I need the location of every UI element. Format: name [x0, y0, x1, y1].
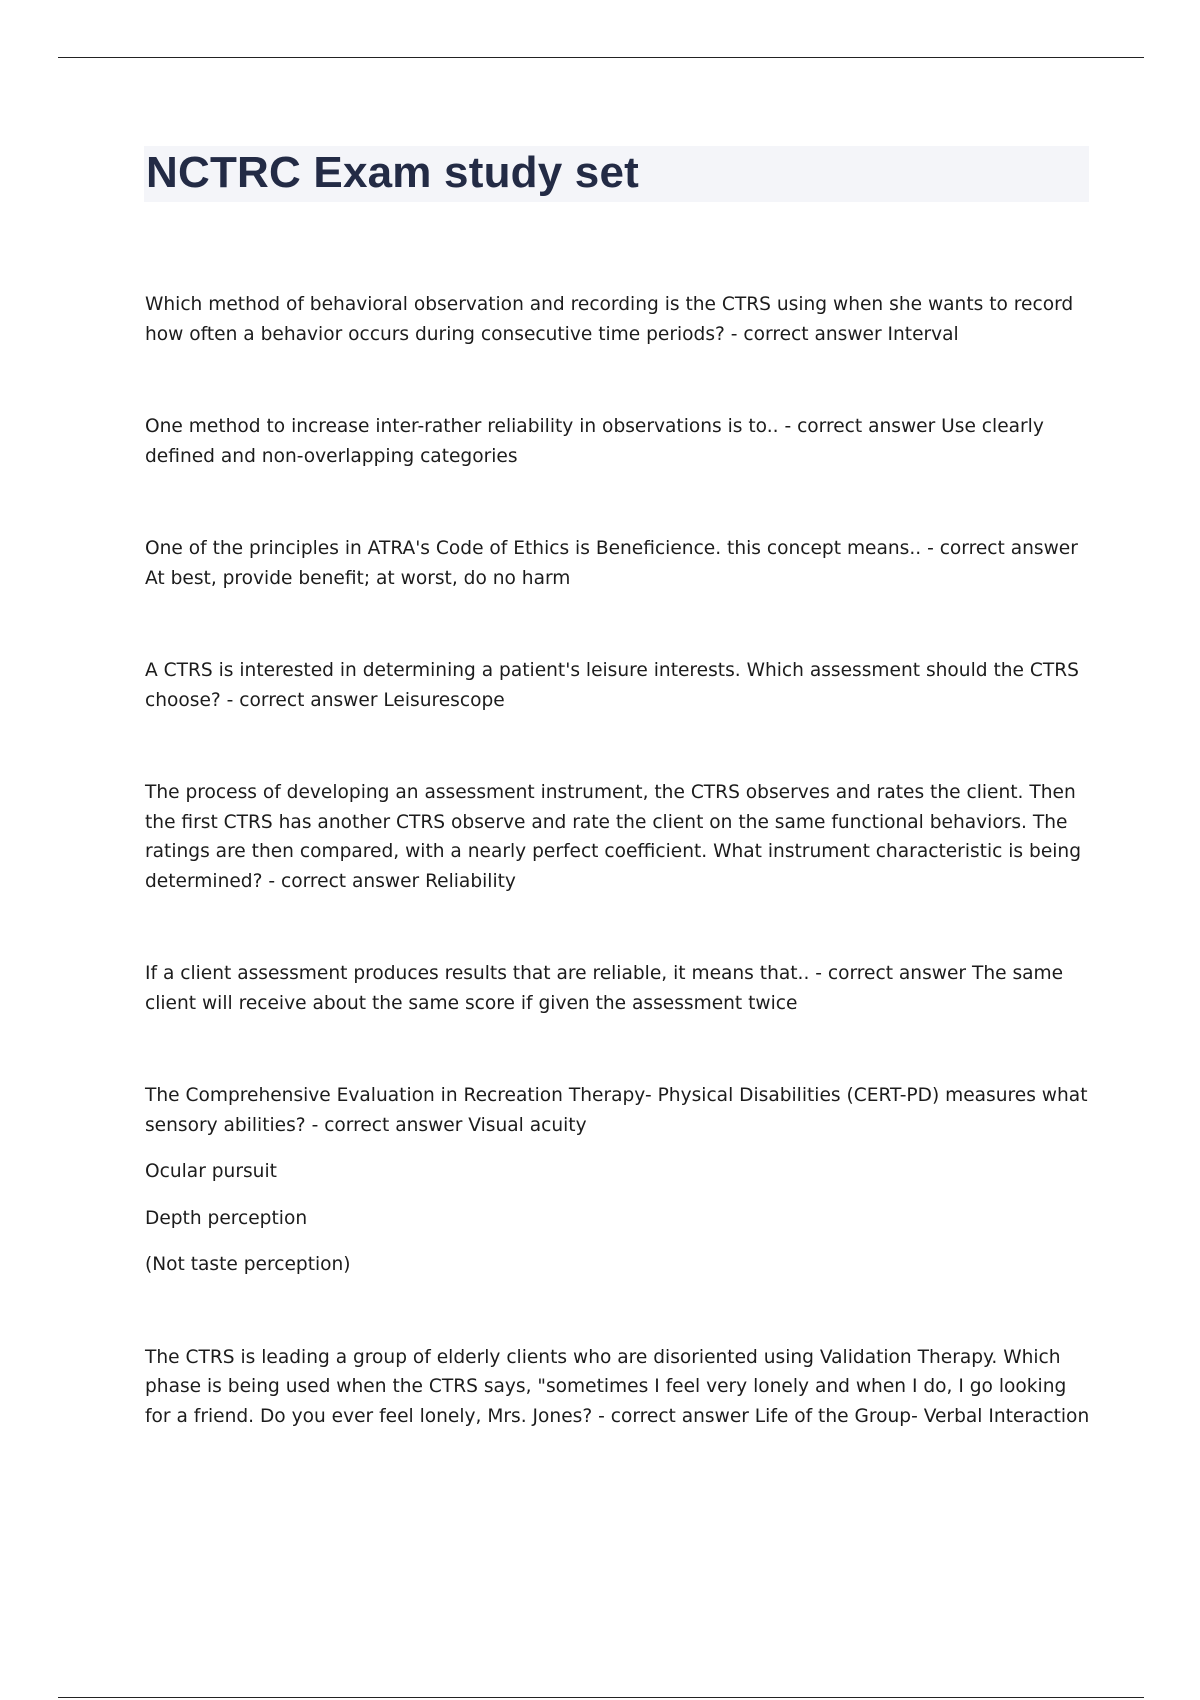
question-text: Which method of behavioral observation and recording is the CTRS using when she wants to record how often a behavior occurs during consecutive time periods? - correct answer Interval — [145, 294, 1074, 345]
question-text: One of the principles in ATRA's Code of Ethics is Beneficience. this concept means.. - correct answer At best, provide benefit; at worst, do no harm — [145, 538, 1078, 589]
bottom-rule — [58, 1697, 1144, 1698]
question-item — [145, 412, 1090, 471]
page-title: NCTRC Exam study set — [146, 148, 640, 197]
answer-continuation: (Not taste perception) — [145, 1254, 351, 1275]
answer-continuation: Ocular pursuit — [145, 1161, 277, 1182]
question-text: The CTRS is leading a group of elderly clients who are disoriented using Validation Therapy. Which phase is being used when the CTRS says, "sometimes I feel very lonely and when I do, I go looking for a friend. Do you ever feel lonely, Mrs. Jones? - correct answer Life of the Group- Verbal Interaction — [145, 1346, 1090, 1427]
question-item — [145, 1081, 1090, 1280]
question-text: A CTRS is interested in determining a patient's leisure interests. Which assessment should the CTRS choose? - correct answer Leisurescope — [145, 660, 1079, 711]
answer-continuation: Depth perception — [145, 1207, 308, 1229]
question-list — [145, 290, 1090, 1494]
question-text: The Comprehensive Evaluation in Recreation Therapy- Physical Disabilities (CERT-PD) measures what sensory abilities? - correct answer Visual acuity — [145, 1085, 1088, 1136]
question-text: One method to increase inter-rather reliability in observations is to.. - correct answer Use clearly defined and non-overlapping categories — [145, 416, 1044, 467]
question-item — [145, 1343, 1090, 1432]
top-rule — [58, 57, 1144, 58]
question-text: The process of developing an assessment instrument, the CTRS observes and rates the client. Then the first CTRS has another CTRS observe and rate the client on the same functional behaviors. The ratings are then compared, with a nearly perfect coefficient. What instrument characteristic is being determined? - correct answer Reliability — [145, 782, 1082, 892]
question-item — [145, 290, 1090, 349]
question-text: If a client assessment produces results that are reliable, it means that.. - correct answer The same client will receive about the same score if given the assessment twice — [145, 963, 1064, 1014]
question-item — [145, 778, 1090, 896]
question-item — [145, 656, 1090, 715]
question-item — [145, 959, 1090, 1018]
question-item — [145, 534, 1090, 593]
